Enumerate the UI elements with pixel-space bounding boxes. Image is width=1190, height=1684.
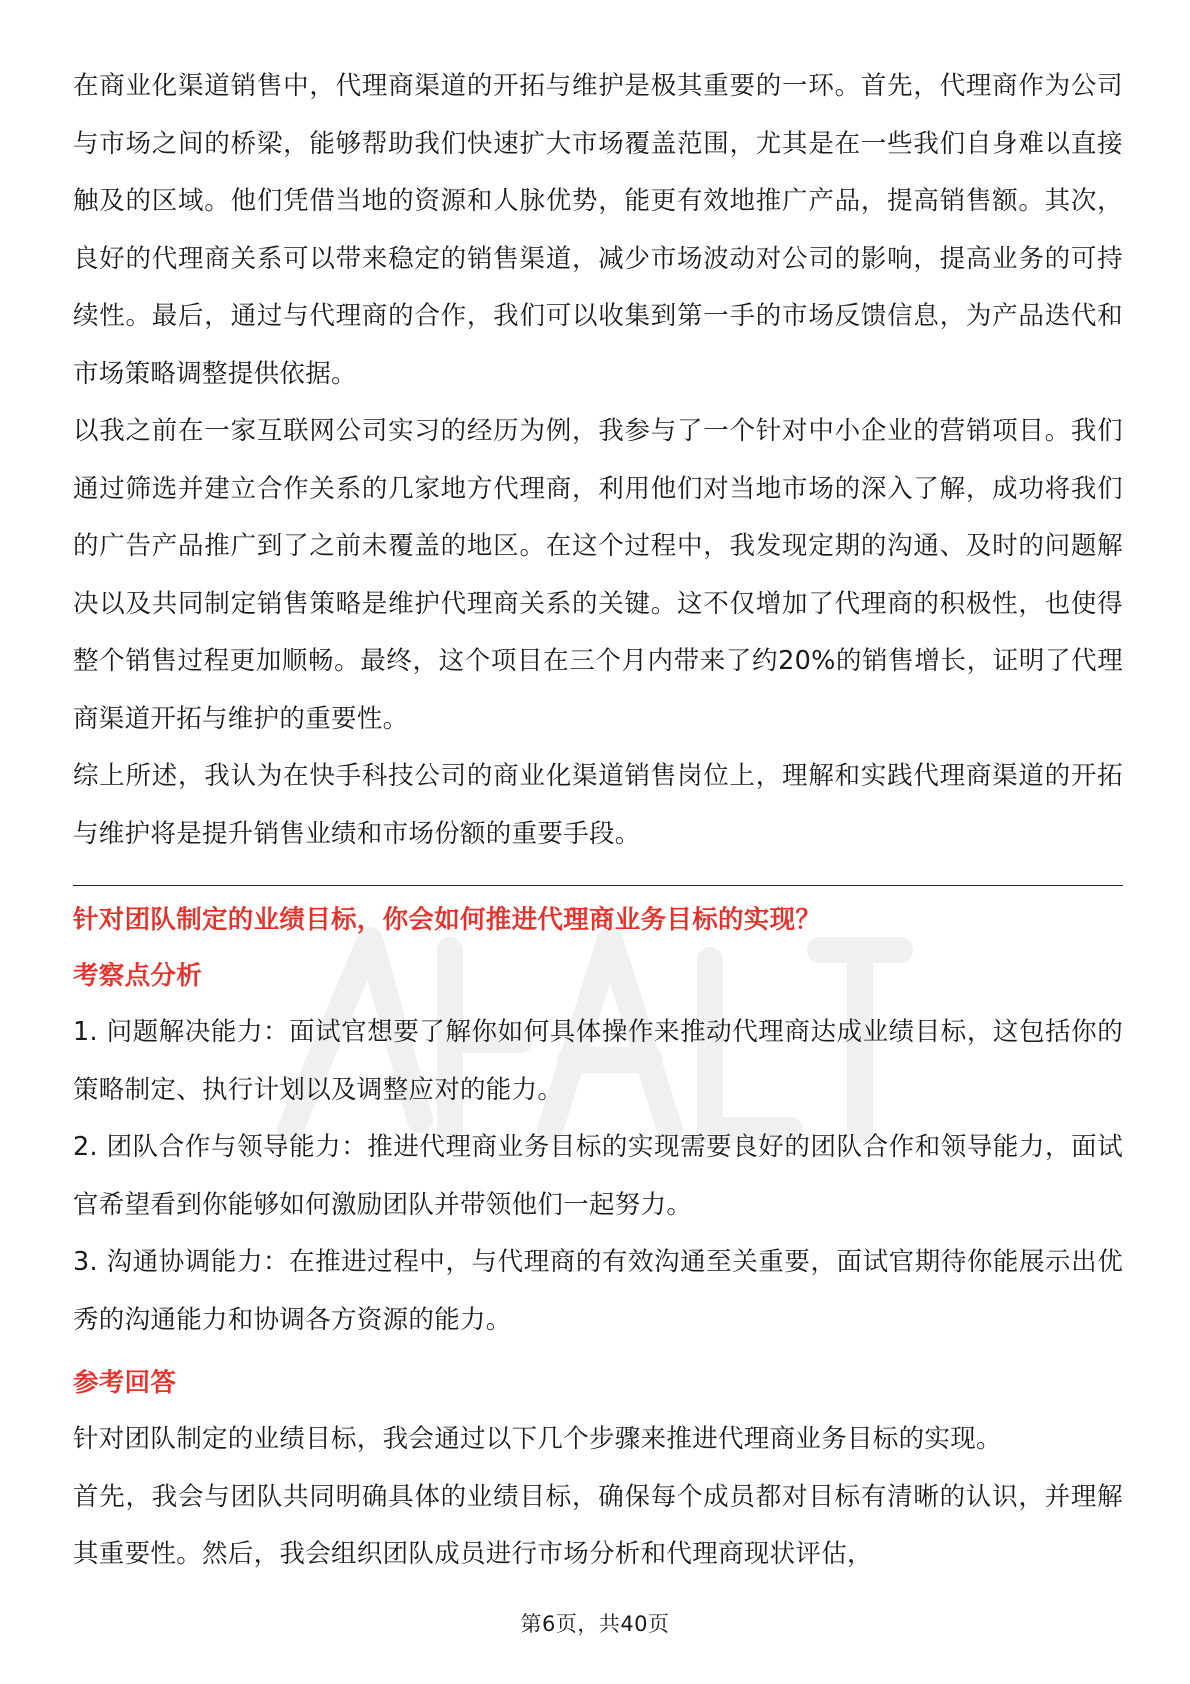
document-body <box>73 58 1123 1584</box>
analysis-item: 2. 团队合作与领导能力：推进代理商业务目标的实现需要良好的团队合作和领导能力，面试官希望看到你能够如何激励团队并带领他们一起努力。 <box>73 1132 1123 1220</box>
paragraph-channel-importance: 在商业化渠道销售中，代理商渠道的开拓与维护是极其重要的一环。首先，代理商作为公司与市场之间的桥梁，能够帮助我们快速扩大市场覆盖范围，尤其是在一些我们自身难以直接触及的区域。他们凭借当地的资源和人脉优势，能更有效地推广产品，提高销售额。其次，良好的代理商关系可以带来稳定的销售渠道，减少市场波动对公司的影响，提高业务的可持续性。最后，通过与代理商的合作，我们可以收集到第一手的市场反馈信息，为产品迭代和市场策略调整提供依据。 <box>73 71 1123 389</box>
answer-heading: 参考回答 <box>73 1368 177 1398</box>
question-title: 针对团队制定的业绩目标，你会如何推进代理商业务目标的实现？ <box>73 905 822 935</box>
analysis-item: 3. 沟通协调能力：在推进过程中，与代理商的有效沟通至关重要，面试官期待你能展示出优秀的沟通能力和协调各方资源的能力。 <box>73 1247 1123 1335</box>
paragraph-summary: 综上所述，我认为在快手科技公司的商业化渠道销售岗位上，理解和实践代理商渠道的开拓与维护将是提升销售业绩和市场份额的重要手段。 <box>73 761 1123 849</box>
section-divider <box>73 885 1123 886</box>
answer-paragraph: 针对团队制定的业绩目标，我会通过以下几个步骤来推进代理商业务目标的实现。 <box>73 1424 1002 1454</box>
page-number: 第6页，共40页 <box>520 1612 670 1636</box>
answer-paragraph: 首先，我会与团队共同明确具体的业绩目标，确保每个成员都对目标有清晰的认识，并理解其重要性。然后，我会组织团队成员进行市场分析和代理商现状评估， <box>73 1481 1123 1569</box>
analysis-item: 1. 问题解决能力：面试官想要了解你如何具体操作来推动代理商达成业绩目标，这包括你的策略制定、执行计划以及调整应对的能力。 <box>73 1017 1123 1105</box>
paragraph-internship-example: 以我之前在一家互联网公司实习的经历为例，我参与了一个针对中小企业的营销项目。我们通过筛选并建立合作关系的几家地方代理商，利用他们对当地市场的深入了解，成功将我们的广告产品推广到了之前未覆盖的地区。在这个过程中，我发现定期的沟通、及时的问题解决以及共同制定销售策略是维护代理商关系的关键。这不仅增加了代理商的积极性，也使得整个销售过程更加顺畅。最终，这个项目在三个月内带来了约20%的销售增长，证明了代理商渠道开拓与维护的重要性。 <box>73 416 1123 734</box>
analysis-heading: 考察点分析 <box>73 961 203 991</box>
